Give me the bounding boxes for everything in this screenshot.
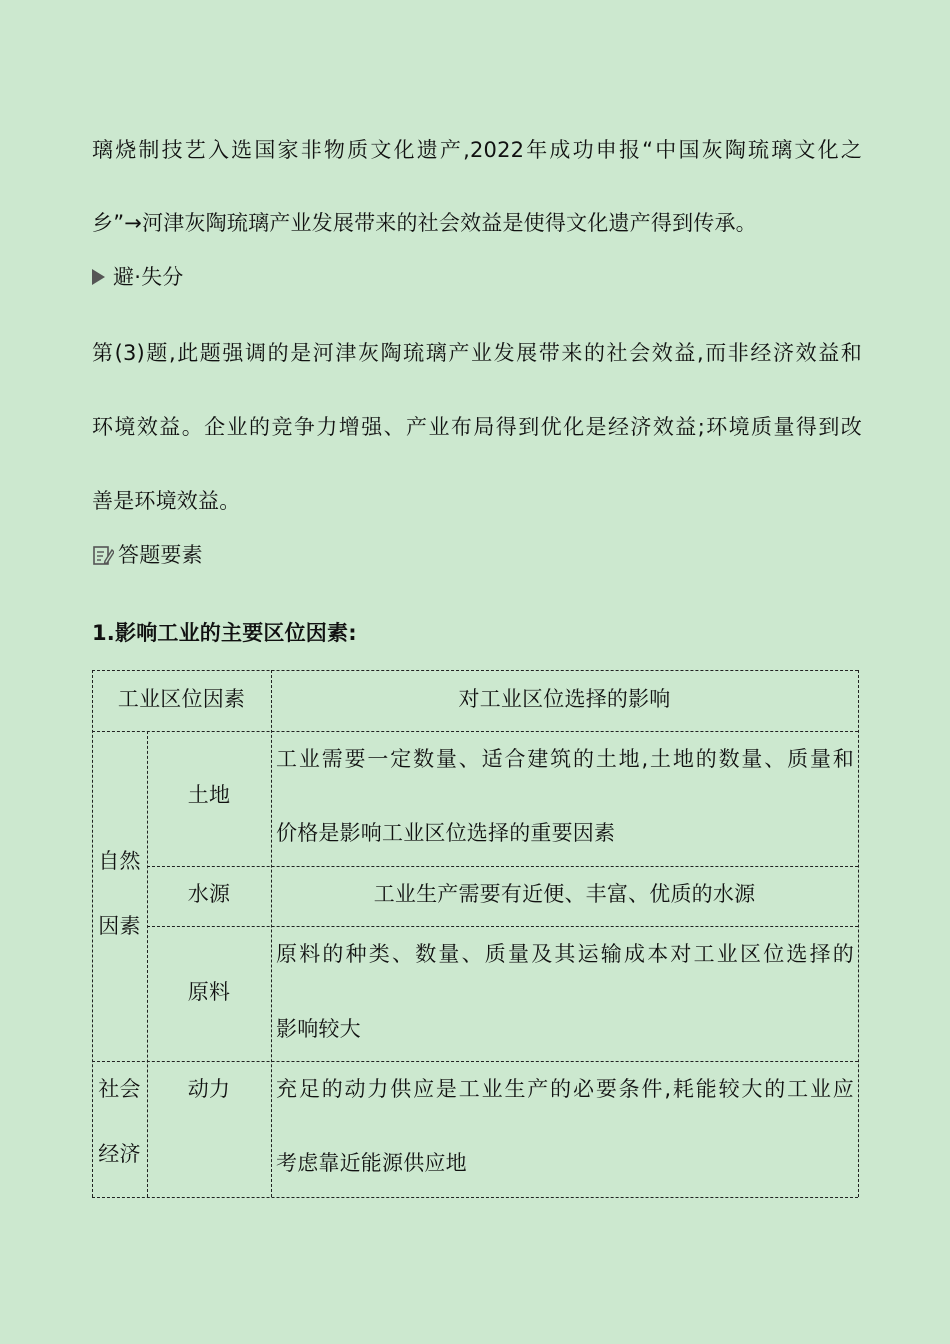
paragraph-line: 善是环境效益。 xyxy=(92,489,241,513)
answer-elements-heading xyxy=(92,540,862,570)
impact-land-line1: 工业需要一定数量、适合建筑的土地,土地的数量、质量和 xyxy=(276,747,854,771)
paragraph-line: 璃烧制技艺入选国家非物质文化遗产,2022年成功申报“中国灰陶琉璃文化之 xyxy=(92,138,862,162)
header-factor: 工业区位因素 xyxy=(117,687,246,711)
answer-elements-heading-text: 答题要素 xyxy=(118,543,203,567)
play-triangle-icon xyxy=(92,269,105,285)
paragraph-line: 环境效益。企业的竞争力增强、产业布局得到优化是经济效益;环境质量得到改 xyxy=(92,415,862,439)
header-impact: 对工业区位选择的影响 xyxy=(458,687,671,711)
paragraph-line: 乡”→河津灰陶琉璃产业发展带来的社会效益是使得文化遗产得到传承。 xyxy=(92,211,757,235)
group-social-line1: 社会 xyxy=(98,1077,141,1101)
impact-power-line1: 充足的动力供应是工业生产的必要条件,耗能较大的工业应 xyxy=(276,1077,854,1101)
group-natural-line2: 因素 xyxy=(98,914,141,938)
section-title: 1.影响工业的主要区位因素: xyxy=(92,621,357,645)
group-social-line2: 经济 xyxy=(98,1142,141,1166)
factor-power: 动力 xyxy=(187,1077,231,1101)
avoid-loss-heading-text: 避·失分 xyxy=(113,265,184,289)
group-natural-line1: 自然 xyxy=(98,849,141,873)
impact-water: 工业生产需要有近便、丰富、优质的水源 xyxy=(373,882,756,906)
location-factors-table xyxy=(92,670,858,1197)
factor-raw-material: 原料 xyxy=(187,980,231,1004)
impact-land-line2: 价格是影响工业区位选择的重要因素 xyxy=(276,821,616,845)
paragraph-line: 第(3)题,此题强调的是河津灰陶琉璃产业发展带来的社会效益,而非经济效益和 xyxy=(92,341,862,365)
impact-raw-material-line2: 影响较大 xyxy=(276,1017,361,1041)
avoid-loss-heading xyxy=(92,262,862,292)
impact-power-line2: 考虑靠近能源供应地 xyxy=(276,1151,467,1175)
factor-water: 水源 xyxy=(187,882,231,906)
note-pencil-icon xyxy=(92,544,114,566)
factor-land: 土地 xyxy=(187,783,231,807)
impact-raw-material-line1: 原料的种类、数量、质量及其运输成本对工业区位选择的 xyxy=(276,942,854,966)
